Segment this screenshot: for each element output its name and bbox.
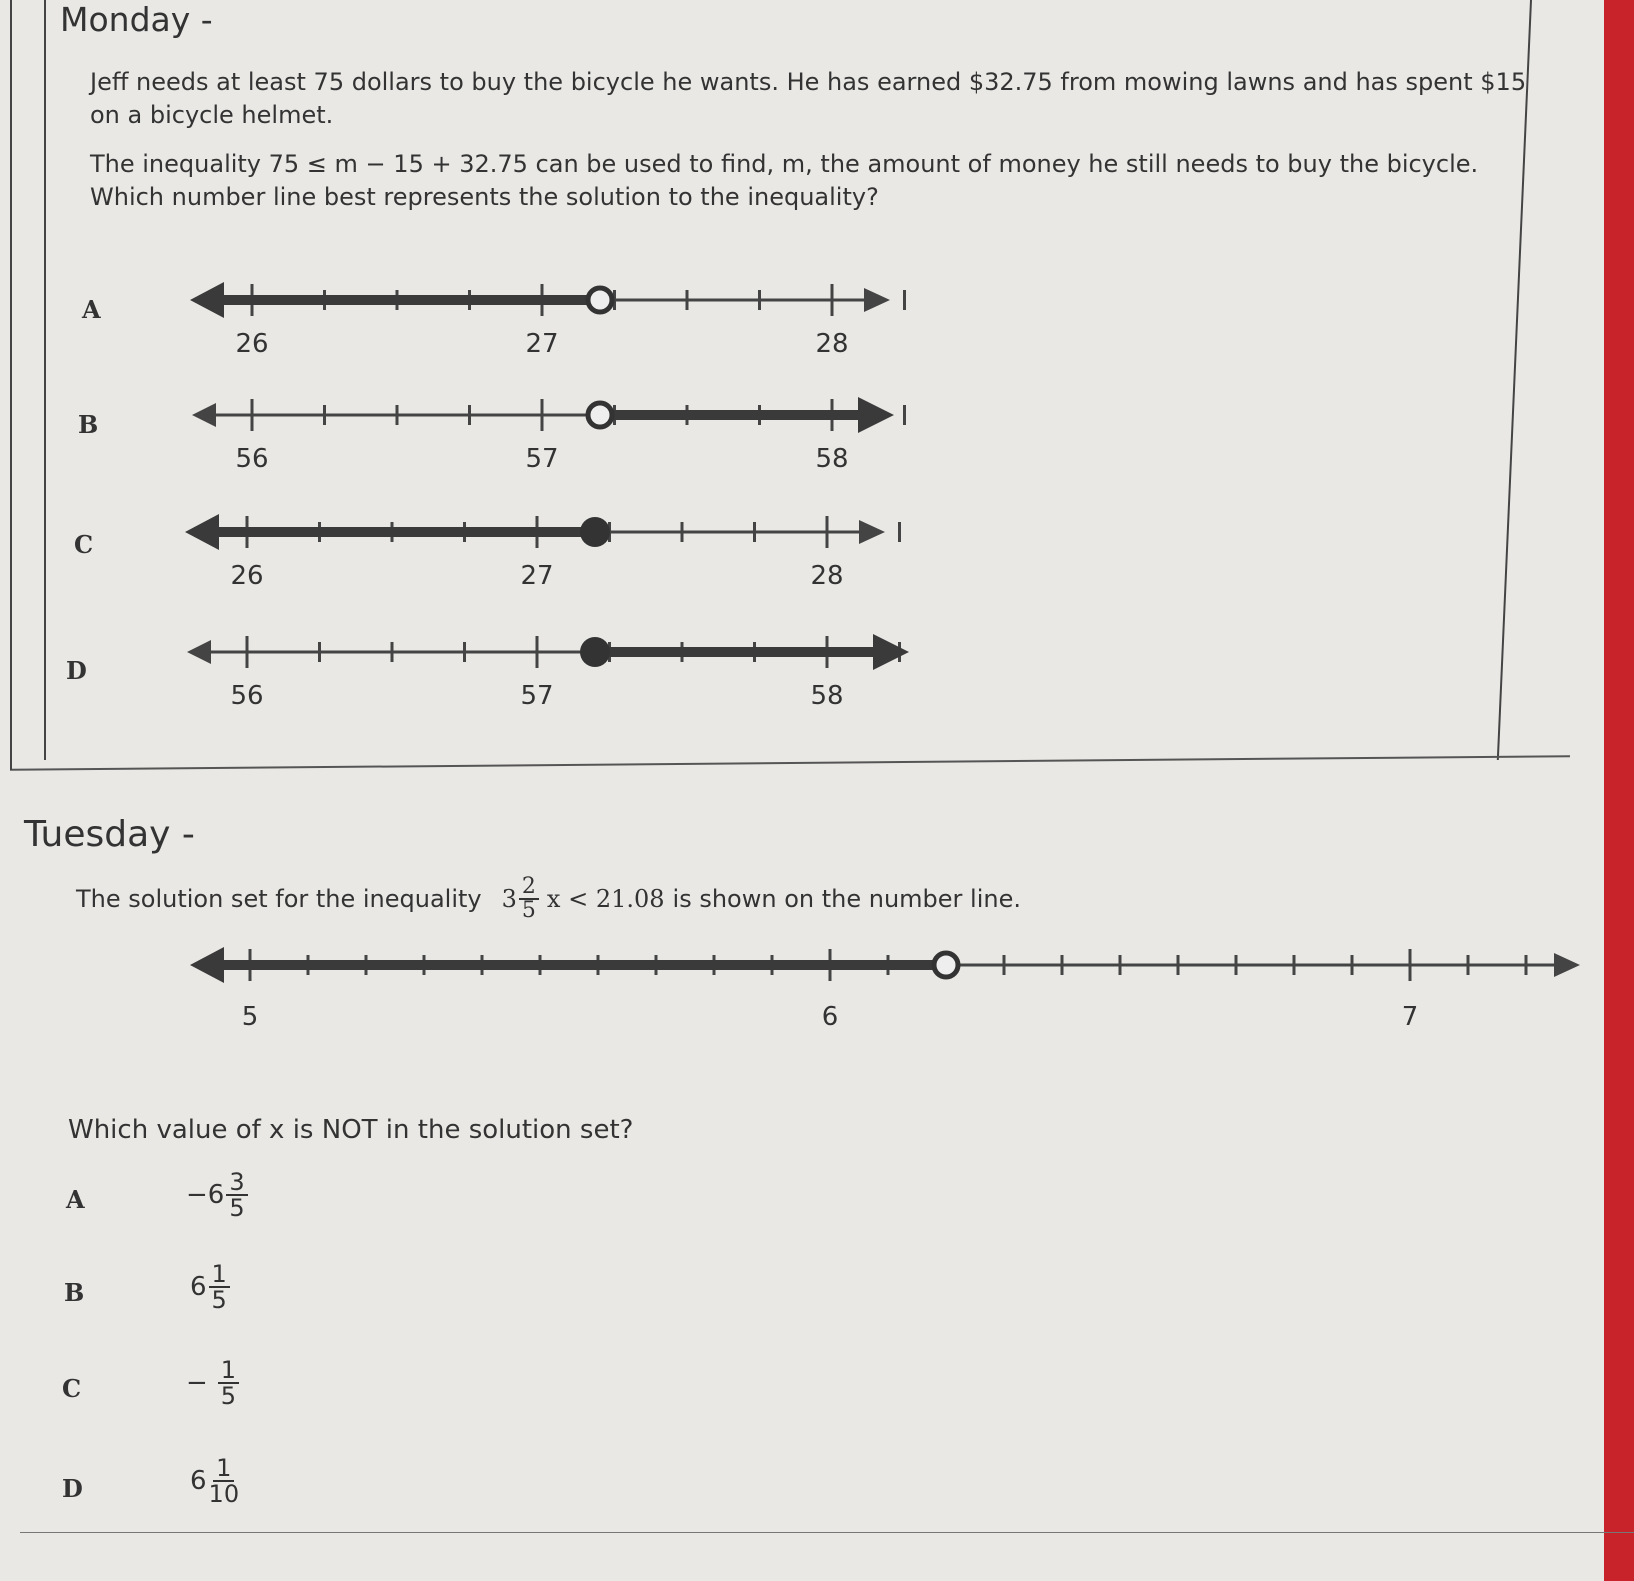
monday-line-b-tick-label: 56 [235, 444, 269, 474]
choice-a-sign: − [186, 1180, 208, 1210]
tuesday-choice-a-letter[interactable]: A [66, 1185, 85, 1214]
monday-line-d-left-arrow [187, 640, 211, 664]
choice-b-numerator: 1 [209, 1262, 230, 1288]
tuesday-choice-d-letter[interactable]: D [62, 1474, 83, 1503]
left-border-line [44, 0, 46, 760]
ineq-whole: 3 [501, 884, 517, 913]
choice-a-numerator: 3 [226, 1170, 247, 1196]
monday-line-b-tick-label: 58 [815, 444, 849, 474]
monday-line-d-tick-label: 56 [230, 681, 264, 711]
monday-choice-c-letter[interactable]: C [74, 530, 94, 559]
ineq-fraction [519, 876, 539, 922]
choice-d-fraction [209, 1456, 240, 1506]
choice-d-numerator: 1 [213, 1456, 234, 1482]
tuesday-line-right-arrow [1554, 953, 1580, 977]
choice-c-fraction [218, 1358, 239, 1408]
monday-choice-d-letter[interactable]: D [66, 656, 87, 685]
tuesday-line-shaded-arrow [190, 947, 224, 983]
section-divider [10, 755, 1570, 771]
monday-line-a-tick-label: 26 [235, 329, 269, 359]
choice-b-whole: 6 [190, 1272, 207, 1302]
monday-number-line-b[interactable] [190, 395, 930, 495]
monday-line-c-tick-label: 28 [810, 561, 844, 591]
choice-a-denominator: 5 [229, 1194, 245, 1222]
tuesday-choice-c-letter[interactable]: C [62, 1374, 82, 1403]
monday-line-b-shaded-arrow [858, 397, 894, 433]
monday-line-a-tick-label: 28 [815, 329, 849, 359]
monday-line-c-closed-circle [580, 517, 610, 547]
ineq-denominator: 5 [521, 898, 536, 923]
tuesday-line-open-circle [934, 953, 958, 977]
choice-d-whole: 6 [190, 1466, 207, 1496]
tuesday-choice-b-value[interactable] [190, 1262, 232, 1312]
tuesday-intro: The solution set for the inequality [76, 884, 482, 913]
monday-line-d-tick-label: 58 [810, 681, 844, 711]
monday-line-a-open-circle [588, 288, 612, 312]
monday-number-line-c[interactable] [185, 512, 925, 612]
tuesday-outro: is shown on the number line. [672, 884, 1021, 913]
monday-line-c-shaded-arrow [185, 514, 219, 550]
ineq-rest: x < 21.08 [546, 884, 665, 913]
monday-line-d-tick-label: 57 [520, 681, 554, 711]
monday-problem-text: Jeff needs at least 75 dollars to buy the bicycle he wants. He has earned $32.75 from mowing lawns and has spent $15 on a bicycle helmet. [90, 68, 1527, 129]
choice-a-fraction [226, 1170, 247, 1220]
choice-d-denominator: 10 [208, 1480, 240, 1508]
tuesday-question: Which value of x is NOT in the solution set? [68, 1115, 634, 1145]
ineq-numerator: 2 [519, 876, 539, 900]
choice-a-whole: 6 [207, 1180, 225, 1210]
tuesday-prompt [76, 876, 1021, 922]
tuesday-choice-c-value[interactable] [186, 1358, 241, 1408]
tuesday-line-tick-label: 6 [821, 1002, 839, 1032]
monday-line-a-tick-label: 27 [525, 329, 559, 359]
inequality-expression [502, 876, 665, 922]
monday-line-d-shaded-arrow [873, 634, 909, 670]
monday-line-c-tick-label: 27 [520, 561, 554, 591]
bottom-rule [20, 1532, 1634, 1533]
choice-c-denominator: 5 [220, 1382, 237, 1410]
tuesday-title: Tuesday - [24, 814, 195, 855]
monday-line-b-tick-label: 57 [525, 444, 559, 474]
monday-line-d-closed-circle [580, 637, 610, 667]
monday-number-line-a[interactable] [190, 280, 930, 380]
choice-b-denominator: 5 [211, 1286, 227, 1314]
tuesday-line-tick-label: 7 [1401, 1002, 1419, 1032]
monday-line-b-left-arrow [192, 403, 216, 427]
monday-line-b-open-circle [588, 403, 612, 427]
choice-c-sign: − [186, 1368, 208, 1398]
monday-title: Monday - [60, 0, 213, 39]
outer-left-border [10, 0, 12, 770]
tuesday-number-line [190, 925, 1610, 1045]
monday-line-a-shaded-arrow [190, 282, 224, 318]
choice-b-fraction [209, 1262, 230, 1312]
monday-line-a-right-arrow [864, 288, 890, 312]
tuesday-choice-d-value[interactable] [190, 1456, 241, 1506]
monday-line-c-right-arrow [859, 520, 885, 544]
tuesday-choice-a-value[interactable] [186, 1170, 250, 1220]
monday-line-c-tick-label: 26 [230, 561, 264, 591]
choice-c-numerator: 1 [218, 1358, 239, 1384]
monday-question-text: The inequality 75 ≤ m − 15 + 32.75 can be used to find, m, the amount of money he still needs to buy the bicycle. Which number line best represents the solution to the inequality? [90, 150, 1479, 211]
monday-choice-a-letter[interactable]: A [82, 295, 101, 324]
monday-choice-b-letter[interactable]: B [78, 410, 99, 439]
monday-number-line-d[interactable] [185, 632, 945, 732]
tuesday-choice-b-letter[interactable]: B [64, 1278, 85, 1307]
tuesday-line-tick-label: 5 [241, 1002, 259, 1032]
red-folder-edge [1604, 0, 1634, 1581]
